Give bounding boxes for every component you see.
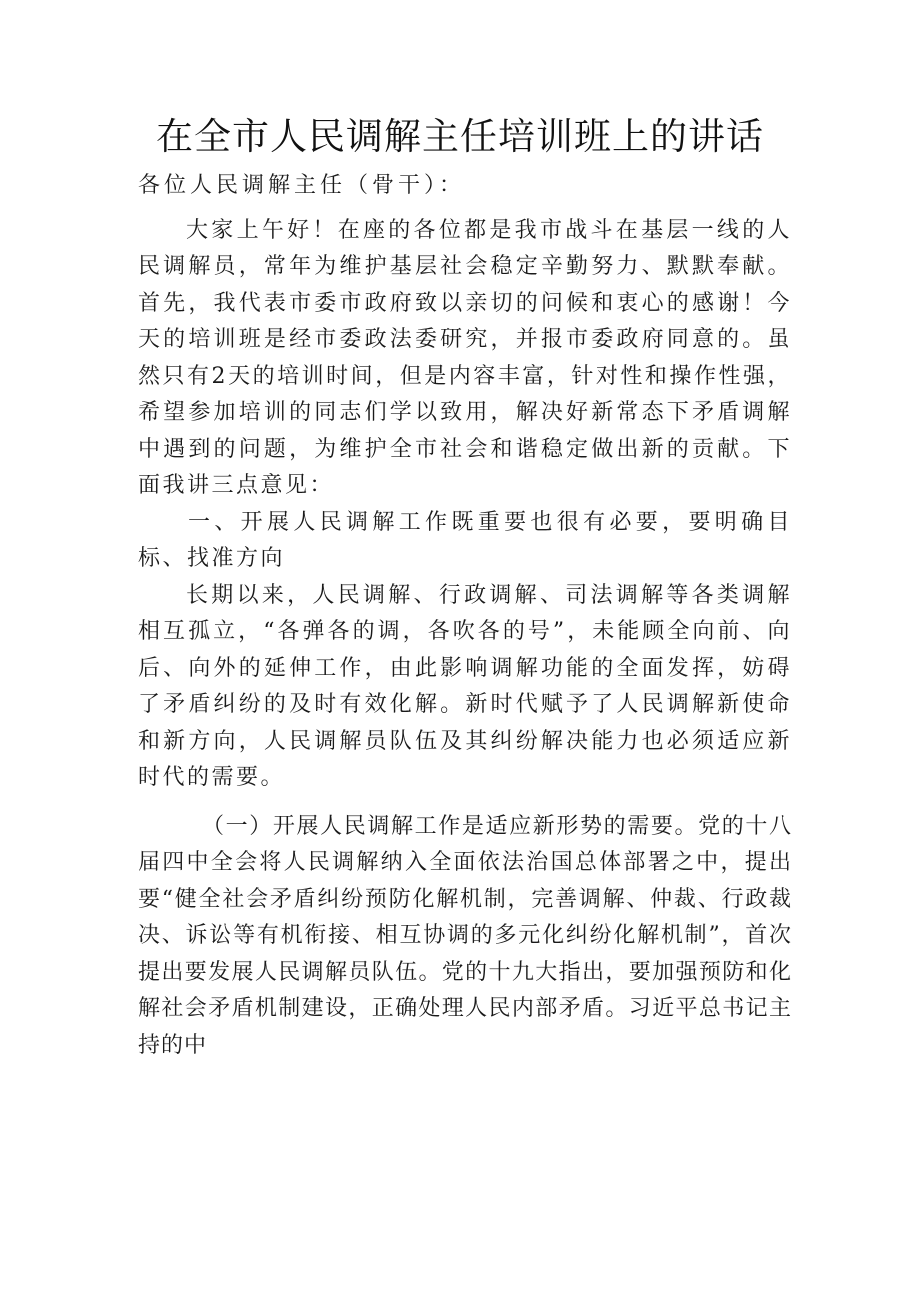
paragraph-opening: 大家上午好！在座的各位都是我市战斗在基层一线的人民调解员，常年为维护基层社会稳定辛勤努力、默默奉献。首先，我代表市委市政府致以亲切的问候和衷心的感谢！今天的培训班是经市委政法委研究，并报市委政府同意的。虽然只有2天的培训时间，但是内容丰富，针对性和操作性强，希望参加培训的同志们学以致用，解决好新常态下矛盾调解中遇到的问题，为维护全市社会和谐稳定做出新的贡献。下面我讲三点意见： [138, 217, 792, 498]
section-heading-1: 一、开展人民调解工作既重要也很有必要，要明确目标、找准方向 [138, 509, 792, 571]
greeting: 各位人民调解主任（骨干）： [138, 173, 466, 198]
paragraph-subsection-1: （一）开展人民调解工作是适应新形势的需要。党的十八届四中全会将人民调解纳入全面依法治国总体部署之中，提出要“健全社会矛盾纠纷预防化解机制，完善调解、仲裁、行政裁决、诉讼等有机衔接、相互协调的多元化纠纷化解机制”，首次提出要发展人民调解员队伍。党的十九大指出，要加强预防和化解社会矛盾机制建设，正确处理人民内部矛盾。习近平总书记主持的中 [138, 813, 792, 1058]
document-title: 在全市人民调解主任培训班上的讲话 [156, 115, 764, 158]
document-body [138, 168, 792, 1064]
paragraph-background: 长期以来，人民调解、行政调解、司法调解等各类调解相互孤立，“各弹各的调，各吹各的号”，未能顾全向前、向后、向外的延伸工作，由此影响调解功能的全面发挥，妨碍了矛盾纠纷的及时有效化解。新时代赋予了人民调解新使命和新方向，人民调解员队伍及其纠纷解决能力也必须适应新时代的需要。 [138, 582, 792, 790]
